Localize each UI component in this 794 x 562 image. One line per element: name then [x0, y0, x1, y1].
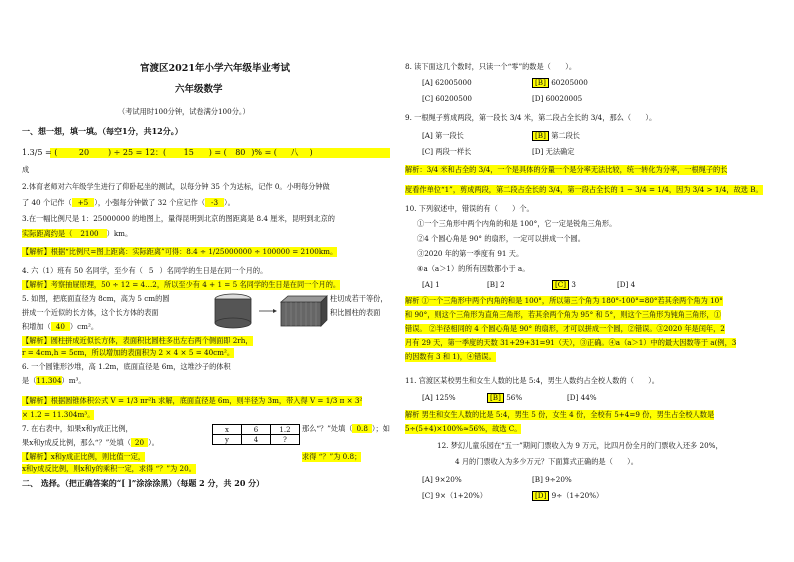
exam-subtitle: 六年级数学: [175, 84, 223, 95]
q3-line1: 3.在一幅比例尺是 1：25000000 的地图上，量得昆明到北京的图距离是 8.4 厘米，昆明到北京的: [22, 214, 335, 223]
q1-answer2: 15: [183, 148, 194, 157]
q7-line1r: 那么“？”处填（ 0.8 ）；如: [302, 424, 390, 433]
q4-line1: 4. 六（1）班有 50 名同学，至少有（ 5 ）名同学的生日是在同一个月的。: [22, 266, 268, 275]
q3-line2: 实际距离约是（ 2100 ）km。: [22, 229, 133, 238]
q9-stem: 9. 一根绳子剪成两段，第一段长 3/4 米，第二段占全长的 3/4，那么（ ）。: [405, 113, 657, 122]
exam-title: 官渡区2021年小学六年级毕业考试: [140, 63, 290, 74]
q4-analysis: 【解析】考察抽屉原理，50 ÷ 12 = 4…2，所以至少有 4 + 1 = 5 名同学的生日是在同一个月的。: [22, 280, 341, 289]
q12-stem2: 4 月的门票收入为多少万元？下面算式正确的是（ ）。: [455, 457, 638, 466]
exam-note: （考试用时100分钟，试卷满分100分。）: [118, 107, 250, 116]
q8-option-b[interactable]: [B] 60205000: [532, 78, 588, 88]
q12-stem1: 12. 梦幻儿童乐园在“五一”期间门票收入为 9 万元，比四月份全月的门票收入还多 20%，: [437, 441, 723, 450]
q2-line2: 了 40 个记作（ +5 ），小强每分钟做了 32 个应记作（ -3 ）。: [22, 198, 235, 207]
q11-option-b[interactable]: [B] 56%: [487, 393, 522, 403]
q12-option-d[interactable]: [D] 9÷（1+20%）: [532, 491, 603, 501]
section1-heading: 一、想一想，填一填。（每空1分，共12分。）: [22, 126, 183, 136]
q5-analysis2: r = 4cm,h = 5cm，所以增加的表面积为 2 × 4 × 5 = 40cm²。: [22, 348, 235, 357]
q6-analysis2: × 1.2 = 11.304m³。: [22, 410, 95, 419]
q5-line3: 积增加（ 40 ）cm²。: [22, 322, 99, 331]
q1-answer4: 八: [290, 148, 299, 157]
q6-line2: 是（11.304）m³。: [22, 376, 86, 385]
q9-analysis2: 度看作单位“1”，剪成两段，第二段占全长的 3/4，第一段占全长的 1 − 3/4 = 1/4，因为 3/4 > 1/4，故选 B。: [405, 185, 763, 194]
q11-stem: 11. 官渡区某校男生和女生人数的比是 5:4，男生人数约占全校人数的（ ）。: [405, 376, 659, 385]
q10-stem: 10. 下列叙述中，错误的有（ ）个。: [405, 204, 534, 213]
q8-stem: 8. 读下面这几个数时，只读一个“零”的数是（ ）。: [405, 62, 577, 71]
q5-analysis1: 【解析】圆柱拼成近似长方体，表面积比圆柱多出左右两个侧面即 2rh，: [22, 336, 253, 345]
q7-line2: 果x和y成反比例，那么“？”处填（ 20 ）。: [22, 438, 159, 447]
q3-analysis: 【解析】根据“比例尺=图上距离：实际距离”可得：8.4 ÷ 1/25000000 ÷ 100000 = 2100km。: [22, 247, 338, 256]
q1-answer3: 80: [235, 148, 246, 157]
q10-option-c[interactable]: [C] 3: [552, 280, 576, 290]
q6-analysis1: 【解析】根据圆锥体积公式 V = 1/3 πr²h 求解，底面直径是 6m，则半径为 3m，带入得 V = 1/3 π × 3²: [22, 396, 363, 405]
q1-answer1: 20: [78, 148, 90, 157]
exam-page: 官渡区2021年小学六年级毕业考试 六年级数学 （考试用时100分钟，试卷满分100分。） 一、想一想，填一填。（每空1分，共12分。） 1.3/5 = ( 20 ) ÷ 25 = 12：( 15 ) = ( 80 )% = ( 八 ) 成 2.体育老师对六年级学生进行了仰卧起坐的测试，以每分钟 35 个为达标，记作 0。小明每分钟做 了 40 个记作（ +5 ），小强每分钟做了 32 个应记作（ -3 ）。 3.在一幅比例尺是 1：25000000 的地图上，量得昆明到北京的图距离是 8.4 厘米，昆明到北京的 实际距离约是（ 2100 ）km。 【解析】根据“比例尺=图上距离：实际距离”可得：8.4 ÷ 1/25000000 ÷ 100000 = 2100km。 4. 六（1）班有 50 名同学，至少有（ 5 ）名同学的生日是在同一个月的。 【解析】考察抽屉原理，50 ÷ 12 = 4…2，所以至少有 4 + 1 = 5 名同学的生日是在同一个月的。 5. 如图，把底面直径为 8cm，高为 5 cm的圆 柱切成若干等份， 拼成一个近似的长方体，这个长方体的表面 积比圆柱的表面 积增加（ 40 ）cm²。 【解析】圆柱拼成近似长方体，表面积比圆柱多出左右两个侧面即 2rh， r = 4cm,h = 5cm，所以增加的表面积为 2 × 4 × 5 = 40cm²。 6. 一个圆锥形沙堆，高 1.2m，底面直径是 6m，这堆沙子的体积 是（11.304）m³。 【解析】根据圆锥体积公式 V = 1/3 πr²h 求解，底面直径是 6m，则半径为 3m，带入得 V = 1/3 π × 3² × 1.2 = 11.304m³。 7. 在右表中，如果x和y成正比例， 那么“？”处填（ 0.8 ）；如 果x和y成反比例，那么“？”处填（ 20 ）。 x 6 1.2 y 4 ? 【解析】x和y成正比例，则比值一定， 求得 “？”为 0.8； x和y成反比例，则x和y的乘积一定，求得 “？”为 20。 二、 选择。（把正确答案的“[ ]”涂涂涂黑）（每题 2 分，共 20 分） 8. 读下面这几个数时，只读一个“零”的数是（ ）。 [A] 62005000 [B] 60205000 [C] 60200500 [D] 60020005 9. 一根绳子剪成两段，第一段长 3/4 米，第二段占全长的 3/4，那么（ ）。 [A] 第一段长 [B] 第二段长 [C] 两段一样长 [D] 无法确定 解析：3/4 米和占全的 3/4，一个是具体的分量一个是分率无法比较，统一转化为分率，一根绳子的长 度看作单位“1”，剪成两段，第二段占全长的 3/4，第一段占全长的 1 − 3/4 = 1/4，因为 3/4 > 1/4，故选 B。 10. 下列叙述中，错误的有（ ）个。 ①一个三角形中两个内角的和是 100°，它一定是锐角三角形。 ②4 个圆心角是 90° 的扇形，一定可以拼成一个圆。 ③2020 年的第一季度有 91 天。 ④a（a＞1）的所有因数都小于 a。 [A] 1 [B] 2 [C] 3 [D] 4 解析 ①一个三角形中两个内角的和是 100°，所以第三个角为 180°-100°=80°若其余两个角为 10° 和 90°，则这个三角形为直角三角形，若其余两个角为 95° 和 5°，则这个三角形为钝角三角形，① 错误。 ②半径相同的 4 个圆心角是 90° 的扇形，才可以拼成一个圆，②错误。③2020 年是闰年，2 月有 29 天，第一季度的天数 31+29+31=91（天），③正确。④a（a＞1）中的最大因数等于 a(例，3 的因数有 3 和 1)，④错误。 11. 官渡区某校男生和女生人数的比是 5:4，男生人数约占全校人数的（ ）。 [A] 125% [B] 56% [D] 44% 解析 男生和女生人数的比是 5:4，男生 5 份，女生 4 份，全校有 5+4=9 份，男生占全校人数是 5÷(5+4)×100%≈56%，故选 C。 12. 梦幻儿童乐园在“五一”期间门票收入为 9 万元，比四月份全月的门票收入还多 20%， 4 月的门票收入为多少万元？下面算式正确的是（ ）。 [A] 9×20% [B] 9÷20% [C] 9×（1+20%） [D] 9÷（1+20%）: [22, 62, 763, 500]
cylinder-figure: [213, 292, 328, 330]
xy-table: x 6 1.2 y 4 ?: [212, 424, 300, 445]
q1: 1.3/5 = ( 20 ) ÷ 25 = 12：( 15 ) = ( 80 )% = ( 八 ): [22, 148, 313, 157]
q2-line1: 2.体育老师对六年级学生进行了仰卧起坐的测试，以每分钟 35 个为达标，记作 0。小明每分钟做: [22, 182, 330, 191]
q9-option-b[interactable]: [B] 第二段长: [532, 131, 580, 141]
section2-heading: 二、 选择。（把正确答案的“[ ]”涂涂涂黑）（每题 2 分，共 20 分）: [22, 478, 265, 488]
q9-analysis1: 解析：3/4 米和占全的 3/4，一个是具体的分量一个是分率无法比较，统一转化为分率，一根绳子的长: [405, 165, 728, 174]
